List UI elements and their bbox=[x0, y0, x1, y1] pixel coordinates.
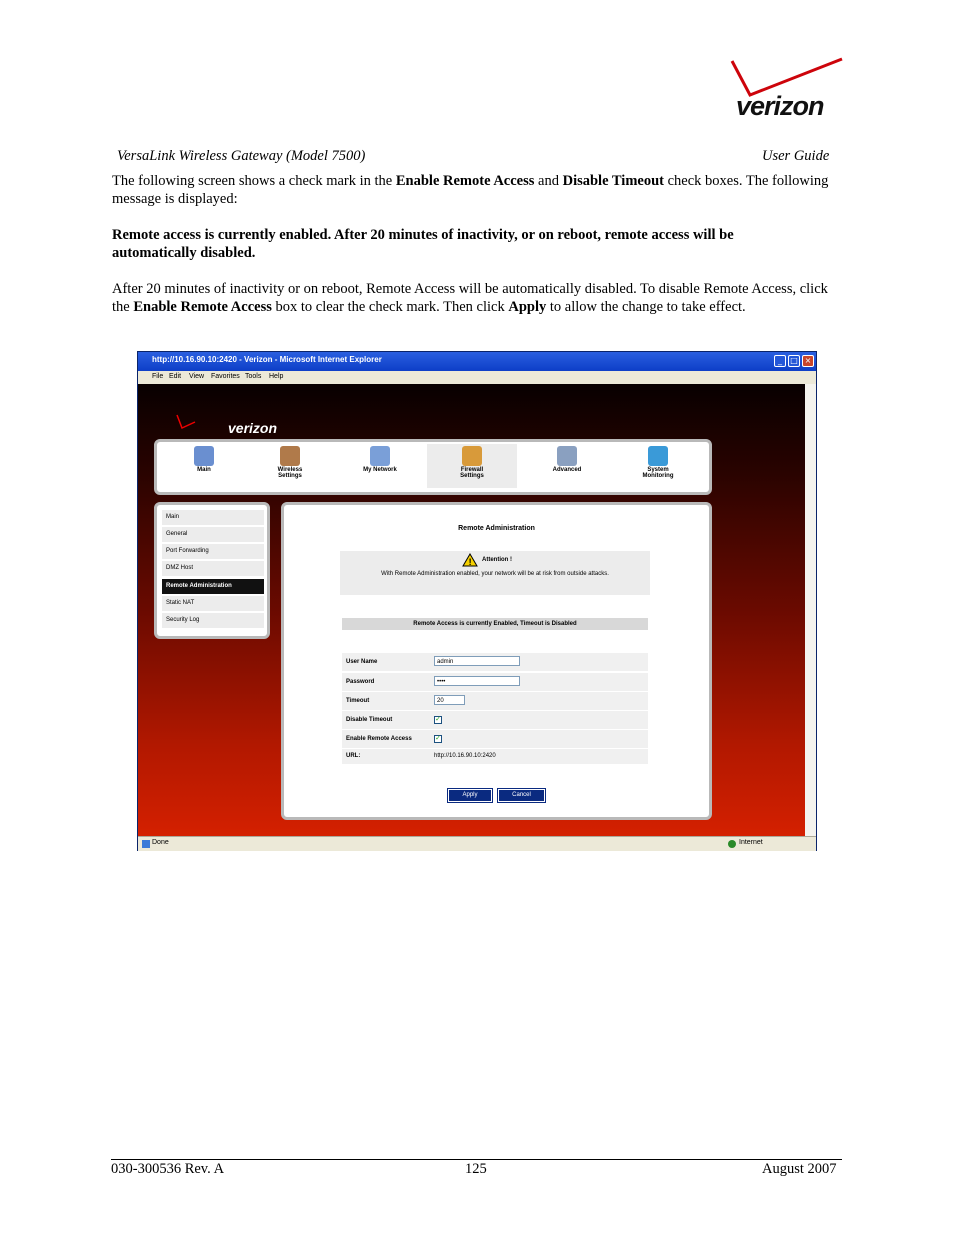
main-icon bbox=[194, 446, 214, 466]
row-timeout: Timeout 20 bbox=[342, 692, 648, 711]
wireless-icon bbox=[280, 446, 300, 466]
footer-date: August 2007 bbox=[762, 1161, 837, 1177]
browser-content bbox=[138, 384, 805, 836]
side-item-main[interactable]: Main bbox=[162, 510, 264, 525]
side-item-security-log[interactable]: Security Log bbox=[162, 613, 264, 628]
side-item-general[interactable]: General bbox=[162, 527, 264, 542]
nav-my-network[interactable]: My Network bbox=[335, 444, 425, 488]
row-enable-remote-access: Enable Remote Access ✓ bbox=[342, 730, 648, 749]
nav-system-monitoring[interactable]: System Monitoring bbox=[613, 444, 703, 488]
side-item-port-forwarding[interactable]: Port Forwarding bbox=[162, 544, 264, 559]
browser-title: http://10.16.90.10:2420 - Verizon - Microsoft Internet Explorer bbox=[152, 355, 382, 364]
paragraph-message: Remote access is currently enabled. After 20 minutes of inactivity, or on reboot, remote access will be automatically disabled. bbox=[112, 227, 734, 261]
header-product: VersaLink Wireless Gateway (Model 7500) bbox=[117, 148, 366, 164]
row-url: URL: http://10.16.90.10:2420 bbox=[342, 749, 648, 765]
my-network-icon bbox=[370, 446, 390, 466]
paragraph-intro: The following screen shows a check mark in the Enable Remote Access and Disable Timeout check boxes. The following message is displayed: bbox=[112, 173, 829, 207]
firewall-icon bbox=[462, 446, 482, 466]
status-bar bbox=[342, 618, 648, 630]
status-done: Done bbox=[152, 839, 169, 846]
advanced-icon bbox=[557, 446, 577, 466]
menu-view[interactable]: View bbox=[189, 373, 205, 380]
row-user-name: User Name admin bbox=[342, 653, 648, 672]
nav-firewall-settings[interactable]: Firewall Settings bbox=[427, 444, 517, 488]
disable-timeout-checkbox[interactable]: ✓ bbox=[435, 716, 441, 723]
row-password: Password •••• bbox=[342, 673, 648, 692]
url-value: http://10.16.90.10:2420 bbox=[434, 753, 496, 759]
system-monitoring-icon bbox=[648, 446, 668, 466]
svg-text:!: ! bbox=[468, 557, 472, 567]
browser-screenshot bbox=[137, 351, 817, 851]
logo-text: verizon bbox=[736, 91, 824, 121]
attention-text: With Remote Administration enabled, your network will be at risk from outside attacks. bbox=[381, 571, 609, 577]
warning-icon bbox=[462, 553, 478, 567]
paragraph-instructions: After 20 minutes of inactivity or on reboot, Remote Access will be automatically disabled. To disable Remote Access, click the Enable Remote Access box to clear the check mark. Then click Apply to allow the change to take effect. bbox=[112, 281, 828, 315]
nav-advanced[interactable]: Advanced bbox=[522, 444, 612, 488]
menu-edit[interactable]: Edit bbox=[169, 373, 182, 380]
footer-page-number: 125 bbox=[465, 1161, 487, 1177]
menu-help[interactable]: Help bbox=[269, 373, 284, 380]
minimize-icon[interactable]: _ bbox=[774, 355, 786, 367]
browser-menubar bbox=[138, 371, 816, 384]
side-item-dmz-host[interactable]: DMZ Host bbox=[162, 561, 264, 576]
side-item-static-nat[interactable]: Static NAT bbox=[162, 596, 264, 611]
attention-title: Attention ! bbox=[482, 557, 512, 563]
verizon-logo bbox=[728, 55, 844, 121]
page-done-icon bbox=[142, 840, 150, 848]
apply-button[interactable]: Apply bbox=[448, 789, 492, 802]
cancel-button[interactable]: Cancel bbox=[498, 789, 545, 802]
remote-admin-panel bbox=[281, 502, 712, 820]
user-name-input[interactable]: admin bbox=[434, 656, 520, 666]
close-icon[interactable]: × bbox=[802, 355, 814, 367]
timeout-input[interactable]: 20 bbox=[434, 695, 465, 705]
router-side-nav bbox=[154, 502, 270, 639]
inner-checkmark-icon bbox=[176, 414, 196, 432]
side-item-remote-administration[interactable]: Remote Administration bbox=[162, 579, 264, 594]
menu-file[interactable]: File bbox=[152, 373, 164, 380]
row-disable-timeout: Disable Timeout ✓ bbox=[342, 711, 648, 730]
header-doc-type: User Guide bbox=[762, 148, 830, 164]
panel-title: Remote Administration bbox=[458, 525, 535, 532]
nav-main[interactable]: Main bbox=[159, 444, 249, 488]
router-logo: verizon bbox=[228, 420, 278, 436]
status-zone: Internet bbox=[739, 839, 763, 846]
internet-zone-icon bbox=[728, 840, 736, 848]
browser-statusbar bbox=[138, 836, 816, 851]
footer-doc-number: 030-300536 Rev. A bbox=[111, 1161, 225, 1177]
nav-wireless-settings[interactable]: Wireless Settings bbox=[245, 444, 335, 488]
menu-tools[interactable]: Tools bbox=[245, 373, 262, 380]
attention-box bbox=[340, 551, 650, 595]
browser-scrollbar[interactable] bbox=[805, 384, 816, 836]
enable-remote-access-checkbox[interactable]: ✓ bbox=[435, 735, 441, 742]
password-input[interactable]: •••• bbox=[434, 676, 520, 686]
footer-divider bbox=[111, 1159, 842, 1160]
status-text: Remote Access is currently Enabled, Timeout is Disabled bbox=[413, 621, 577, 627]
menu-favorites[interactable]: Favorites bbox=[211, 373, 240, 380]
browser-titlebar bbox=[138, 352, 816, 371]
maximize-icon[interactable]: □ bbox=[788, 355, 800, 367]
router-top-nav bbox=[154, 439, 712, 495]
